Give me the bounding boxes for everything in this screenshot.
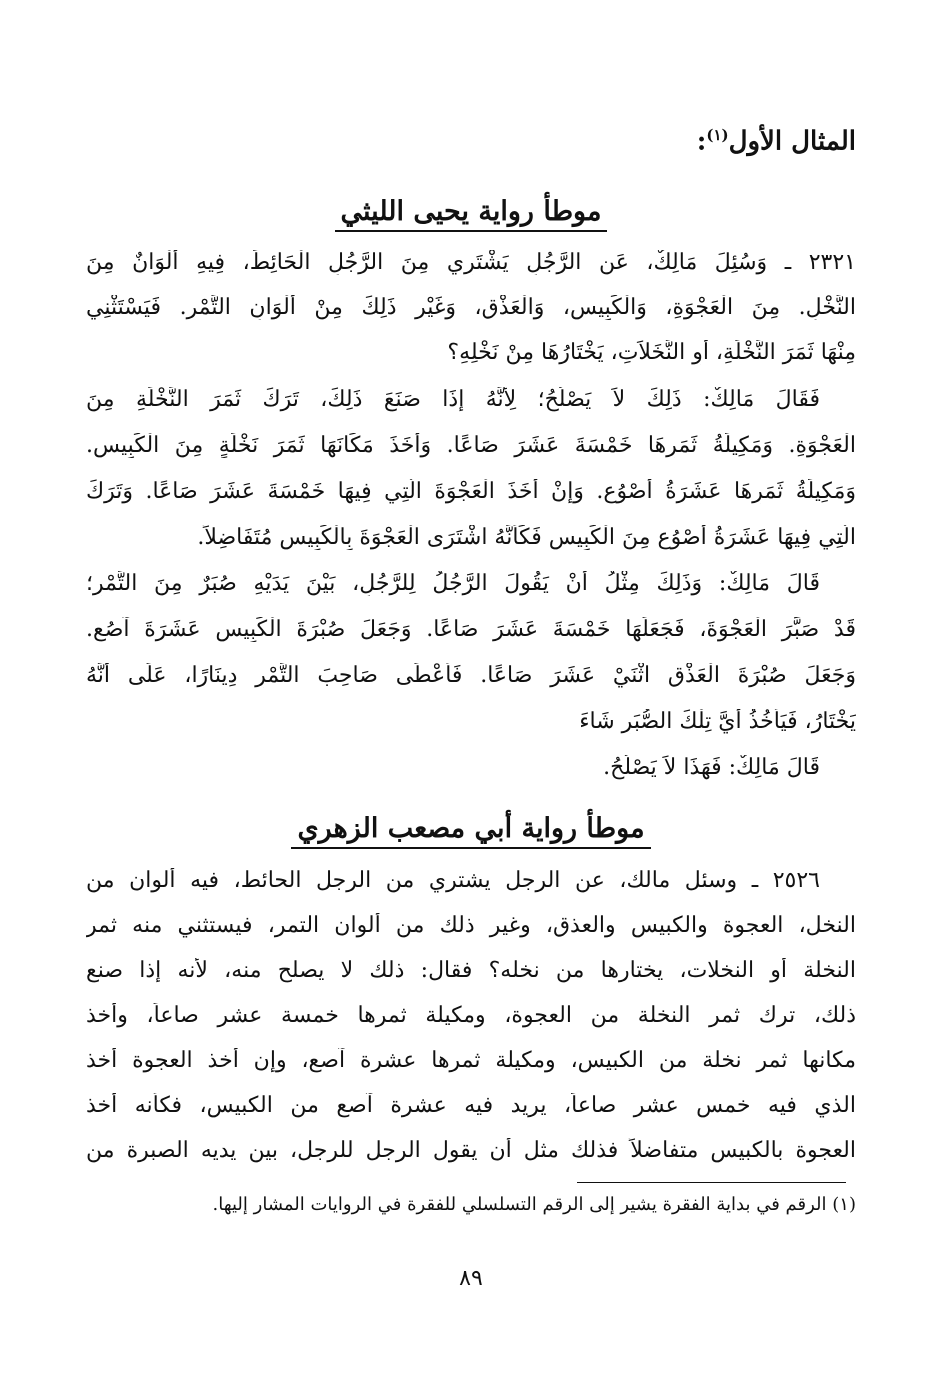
example-title-colon: : bbox=[696, 126, 707, 157]
text-line: العجوة بالكبيس متفاضلاً فذلك مثل أن يقول الرجل للرجل، بين يديه الصبرة من bbox=[86, 1138, 856, 1163]
text-line: يَخْتَارُ، فَيَأْخُذُ أَيَّ تِلْكَ الصُّبَرِ شَاءَ bbox=[579, 709, 856, 734]
text-line: ٢٣٢١ ـ وَسُئِلَ مَالِكٌ، عَنِ الرَّجُلِ يَشْتَرِي مِنَ الرَّجُلِ الْحَائِطَ، فِيهِ أَلْوَانٌ مِنَ bbox=[86, 250, 856, 275]
page-number: ٨٩ bbox=[459, 1266, 483, 1291]
text-line: وَمَكِيلَةُ ثَمَرِهَا عَشَرَةُ أَصْوُعٍ. وَإِنْ أَخَذَ الْعَجْوَةَ الَّتِي فِيهَا خَمْسَةَ عَشَرَ صَاعًا. وَتَرَكَ bbox=[86, 479, 856, 504]
footnote-reference: (١) bbox=[706, 126, 729, 144]
text-line: ذلك، ترك ثمر النخلة من العجوة، ومكيلة ثمرها خمسة عشر صاعاً، وأخذ bbox=[86, 1003, 856, 1028]
text-line: قَدْ صَبَّرَ الْعَجْوَةَ، فَجَعَلَهَا خَمْسَةَ عَشَرَ صَاعًا. وَجَعَلَ صُبْرَةَ الْكَبِيسِ عَشَرَةَ آصُعٍ. bbox=[86, 617, 856, 642]
example-title-text: المثال الأول bbox=[728, 126, 856, 157]
text-line: النَّخْلِ. مِنَ الْعَجْوَةِ، وَالْكَبِيسِ، وَالْعَذْقِ، وَغَيْرِ ذَلِكَ مِنْ أَلْوَانِ التَّمْرِ. فَيَسْتَثْنِي bbox=[86, 295, 856, 320]
text-line: وَجَعَلَ صُبْرَةَ الْعَذْقِ اثْنَيْ عَشَرَ صَاعًا. فَأَعْطَى صَاحِبَ التَّمْرِ دِينَارًا، عَلَى أَنَّهُ bbox=[86, 663, 856, 688]
footnote: (١) الرقم في بداية الفقرة يشير إلى الرقم التسلسلي للفقرة في الروايات المشار إليها. bbox=[212, 1194, 856, 1215]
section-heading-abu-musab: موطأ رواية أبي مصعب الزهري bbox=[0, 813, 942, 844]
text-line: فَقَالَ مَالِكٌ: ذَلِكَ لاَ يَصْلُحُ؛ لِأَنَّهُ إِذَا صَنَعَ ذَلِكَ، تَرَكَ ثَمَرَ النَّخْلَةِ مِنَ bbox=[86, 387, 820, 412]
text-line: الذي فيه خمس عشر صاعاً، يريد فيه عشرة آصع من الكبيس، فكأنه أخذ bbox=[86, 1093, 856, 1118]
text-line: النخل، العجوة والكبيس والعذق، وغير ذلك من ألوان التمر، فيستثني منه ثمر bbox=[86, 913, 856, 938]
text-line: الْعَجْوَةِ. وَمَكِيلَةُ ثَمَرِهَا خَمْسَةَ عَشَرَ صَاعًا. وَأَخَذَ مَكَانَهَا ثَمَرَ نَخْلَةٍ مِنَ الْكَبِيسِ. bbox=[86, 433, 856, 458]
text-line: قَالَ مَالِكٌ: وَذَلِكَ مِثْلُ أَنْ يَقُولَ الرَّجُلُ لِلرَّجُلِ، بَيْنَ يَدَيْهِ صُبَرٌ مِنَ التَّمْرِ؛ bbox=[86, 571, 820, 596]
section-heading-yahya: موطأ رواية يحيى الليثي bbox=[0, 196, 942, 227]
example-title bbox=[697, 126, 856, 157]
footnote-divider bbox=[577, 1182, 846, 1183]
text-line: مكانها ثمر نخلة من الكبيس، ومكيلة ثمرها عشرة آصع، وإن أخذ العجوة أخذ bbox=[86, 1048, 856, 1073]
text-line: الَّتِي فِيهَا عَشَرَةُ أَصْوُعٍ مِنَ الْكَبِيسِ فَكَأَنَّهُ اشْتَرَى الْعَجْوَةَ بِالْكَبِيسِ مُتَفَاضِلاً. bbox=[197, 525, 856, 550]
text-line: مِنْهَا ثَمَرَ النَّخْلَةِ، أَوِ النَّخَلاَتِ، يَخْتَارُهَا مِنْ نَخْلِهِ؟ bbox=[447, 340, 856, 365]
text-line: النخلة أو النخلات، يختارها من نخله؟ فقال: ذلك لا يصلح منه، لأنه إذا صنع bbox=[86, 958, 856, 983]
text-line: ٢٥٢٦ ـ وسئل مالك، عن الرجل يشتري من الرجل الحائط، فيه ألوان من bbox=[86, 868, 820, 893]
text-line: قَالَ مَالِكٌ: فَهَذَا لاَ يَصْلُحُ. bbox=[603, 755, 820, 780]
